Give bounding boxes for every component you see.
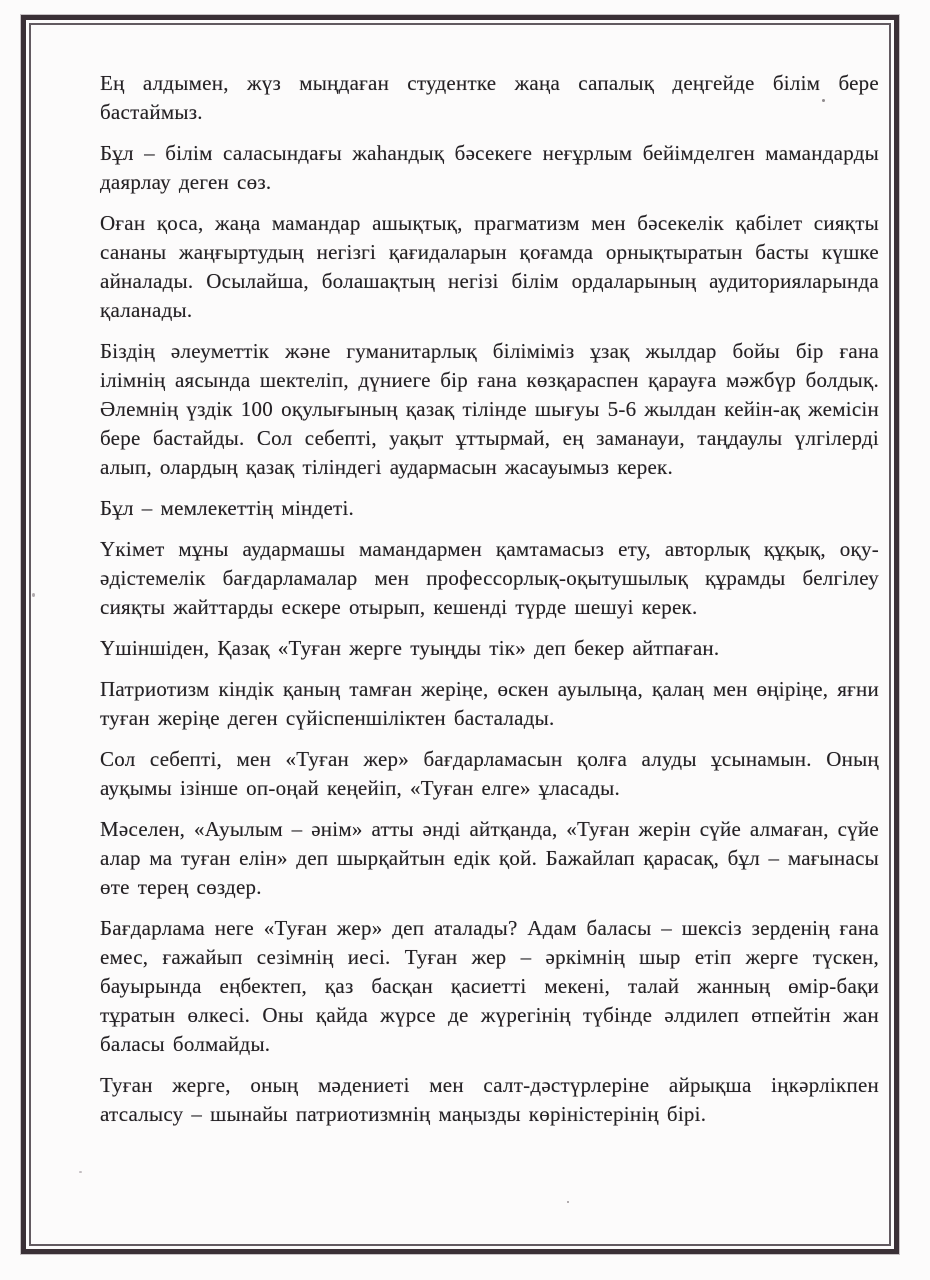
paragraph: Мәселен, «Ауылым – әнім» атты әнді айтқанда, «Туған жерін сүйе алмаған, сүйе алар ма туған елін» деп шырқайтын едік қой. Бажайлап қарасақ, бұл – мағынасы өте терең сөздер. xyxy=(100,817,879,899)
page-border-inner xyxy=(29,23,891,1246)
paragraph: Патриотизм кіндік қаның тамған жеріңе, өскен ауылыңа, қалаң мен өңіріңе, яғни туған жеріңе деген сүйіспеншіліктен басталады. xyxy=(100,677,879,730)
paragraph: Бұл – білім саласындағы жаһандық бәсекеге неғұрлым бейімделген мамандарды даярлау деген сөз. xyxy=(100,141,879,194)
paragraph: Біздің әлеуметтік және гуманитарлық біліміміз ұзақ жылдар бойы бір ғана ілімнің аясында шектеліп, дүниеге бір ғана көзқараспен қарауға мәжбүр болдық. Әлемнің үздік 100 оқулығының қазақ тілінде шығуы 5-6 жылдан кейін-ақ жемісін бере бастайды. Сол себепті, уақыт ұттырмай, ең заманауи, таңдаулы үлгілерді алып, олардың қазақ тіліндегі аудармасын жасауымыз керек. xyxy=(100,339,879,479)
paragraph: Оған қоса, жаңа мамандар ашықтық, прагматизм мен бәсекелік қабілет сияқты сананы жаңғыртудың негізгі қағидаларын қоғамда орнықтыратын басты күшке айналады. Осылайша, болашақтың негізі білім ордаларының аудиторияларында қаланады. xyxy=(100,211,879,322)
paragraph: Сол себепті, мен «Туған жер» бағдарламасын қолға алуды ұсынамын. Оның ауқымы ізінше оп-оңай кеңейіп, «Туған елге» ұласады. xyxy=(100,747,879,800)
paragraph: Бағдарлама неге «Туған жер» деп аталады? Адам баласы – шексіз зерденің ғана емес, ғажайып сезімнің иесі. Туған жер – әркімнің шыр етіп жерге түскен, бауырында еңбектеп, қаз басқан қасиетті мекені, талай жанның өмір-бақи тұратын өлкесі. Оны қайда жүрсе де жүрегінің түбінде әлдилеп өтпейтін жан баласы болмайды. xyxy=(100,916,879,1056)
document-body xyxy=(31,25,889,1244)
paragraph: Үшіншіден, Қазақ «Туған жерге туыңды тік» деп бекер айтпаған. xyxy=(100,636,720,660)
paragraph: Туған жерге, оның мәдениеті мен салт-дәстүрлеріне айрықша іңкәрлікпен атсалысу – шынайы патриотизмнің маңызды көріністерінің бірі. xyxy=(100,1073,879,1126)
paragraph: Бұл – мемлекеттің міндеті. xyxy=(100,496,355,520)
paragraph: Ең алдымен, жүз мыңдаған студентке жаңа сапалық деңгейде білім бере бастаймыз. xyxy=(100,71,879,124)
page-border-outer xyxy=(21,15,899,1254)
paragraph: Үкімет мұны аудармашы мамандармен қамтамасыз ету, авторлық құқық, оқу-әдістемелік бағдарламалар мен профессорлық-оқытушылық құрамды белгілеу сияқты жайттарды ескере отырып, кешенді түрде шешуі керек. xyxy=(100,537,879,619)
